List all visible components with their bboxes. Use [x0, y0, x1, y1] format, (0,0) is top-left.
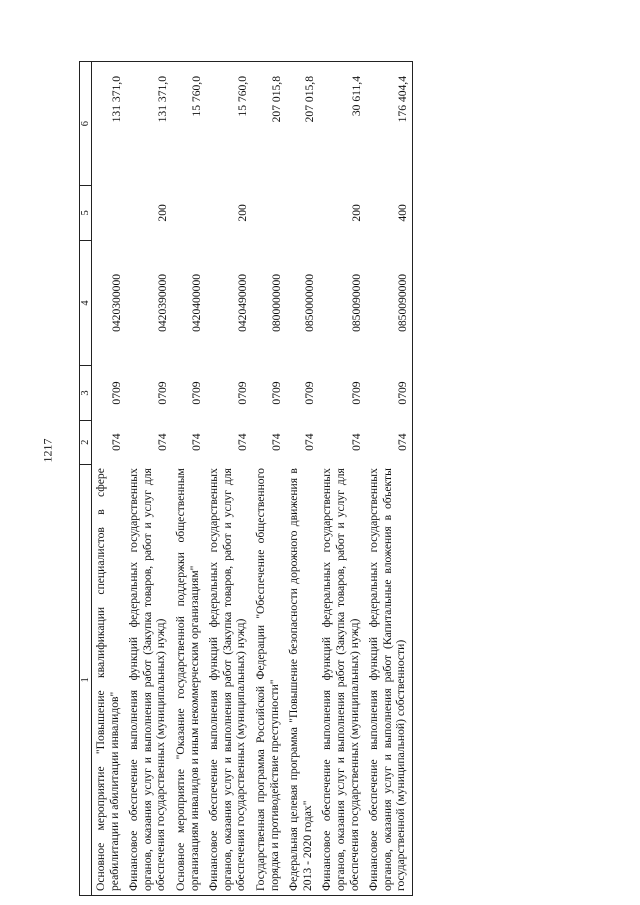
table-row [125, 62, 172, 896]
row-sum: 131 371,0 [109, 76, 123, 123]
table-row [92, 62, 126, 896]
budget-table [79, 61, 413, 896]
row-csr: 0420400000 [189, 273, 203, 332]
row-rz: 0709 [236, 381, 250, 405]
row-csr: 0420300000 [109, 273, 123, 332]
row-csr: 0850090000 [349, 273, 363, 332]
row-name: Государственная программа Российской Федерации "Обеспечение общественного порядка и противодействие преступности" [252, 464, 285, 895]
row-sum: 176 404,4 [396, 76, 410, 123]
row-sum: 15 760,0 [236, 76, 250, 117]
row-vr [172, 186, 205, 240]
header-cell-grbs: 2 [80, 420, 92, 464]
row-grbs: 074 [396, 433, 410, 451]
row-vr: 200 [236, 204, 250, 222]
page-number: 1217 [40, 438, 55, 463]
row-grbs: 074 [189, 433, 203, 451]
row-name: Федеральная целевая программа "Повышение безопасности дорожного движения в 2013 - 2020 годах" [285, 464, 318, 895]
table-row [252, 62, 285, 896]
row-rz: 0709 [156, 381, 170, 405]
row-grbs: 074 [109, 433, 123, 451]
row-vr [252, 186, 285, 240]
row-csr: 0420490000 [236, 273, 250, 332]
row-vr: 200 [349, 204, 363, 222]
row-rz: 0709 [396, 381, 410, 405]
header-row [80, 62, 92, 896]
row-csr: 0850090000 [396, 273, 410, 332]
row-sum: 131 371,0 [156, 76, 170, 123]
row-grbs: 074 [156, 433, 170, 451]
rotated-table-container [79, 61, 581, 896]
row-rz: 0709 [302, 381, 316, 405]
row-name: Финансовое обеспечение выполнения функций федеральных государственных органов, оказания услуг и выполнения работ (Закупка товаров, работ и услуг для обеспечения государственных (муниципальных) нужд) [205, 464, 252, 895]
row-rz: 0709 [109, 381, 123, 405]
header-cell-name: 1 [80, 464, 92, 895]
row-name: Финансовое обеспечение выполнения функций федеральных государственных органов, оказания услуг и выполнения работ (Закупка товаров, работ и услуг для обеспечения государственных (муниципальных) нужд) [125, 464, 172, 895]
row-grbs: 074 [302, 433, 316, 451]
row-csr: 0420390000 [156, 273, 170, 332]
row-vr: 400 [396, 204, 410, 222]
table-row [172, 62, 205, 896]
header-cell-vr: 5 [80, 186, 92, 240]
header-cell-csr: 4 [80, 240, 92, 366]
row-grbs: 074 [349, 433, 363, 451]
row-name: Основное мероприятие "Повышение квалификации специалистов в сфере реабилитации и абилитации инвалидов" [92, 464, 126, 895]
row-grbs: 074 [269, 433, 283, 451]
row-name: Финансовое обеспечение выполнения функций федеральных государственных органов, оказания услуг и выполнения работ (Капитальные вложения в объекты государственной (муниципальной) собственности) [365, 464, 412, 895]
header-cell-rz: 3 [80, 366, 92, 420]
header-cell-sum: 6 [80, 62, 92, 186]
row-sum: 207 015,8 [302, 76, 316, 123]
row-sum: 15 760,0 [189, 76, 203, 117]
row-name: Основное мероприятие "Оказание государственной поддержки общественным организациям инвалидов и иным некоммерческим организациям" [172, 464, 205, 895]
row-sum: 30 611,4 [349, 76, 363, 117]
table-row [318, 62, 365, 896]
row-name: Финансовое обеспечение выполнения функций федеральных государственных органов, оказания услуг и выполнения работ (Закупка товаров, работ и услуг для обеспечения государственных (муниципальных) нужд) [318, 464, 365, 895]
table-row [205, 62, 252, 896]
row-vr [285, 186, 318, 240]
row-rz: 0709 [349, 381, 363, 405]
row-csr: 0800000000 [269, 273, 283, 332]
row-grbs: 074 [236, 433, 250, 451]
row-csr: 0850000000 [302, 273, 316, 332]
row-vr: 200 [156, 204, 170, 222]
row-rz: 0709 [269, 381, 283, 405]
row-rz: 0709 [189, 381, 203, 405]
table-row [365, 62, 412, 896]
row-sum: 207 015,8 [269, 76, 283, 123]
table-row [285, 62, 318, 896]
row-vr [92, 186, 126, 240]
